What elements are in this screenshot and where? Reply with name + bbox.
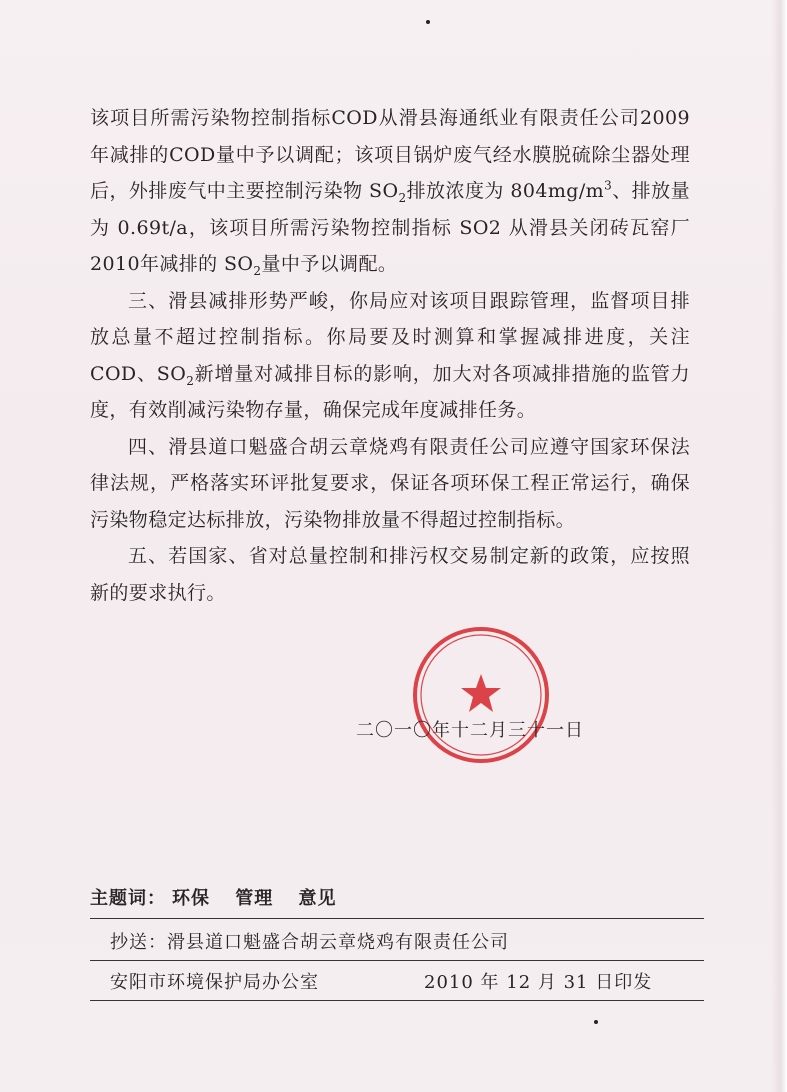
divider (90, 960, 704, 961)
issue-date: 2010 年 12 月 31 日印发 (424, 972, 653, 993)
page-edge (771, 0, 787, 1092)
official-seal (410, 624, 552, 766)
paragraph-3: 四、滑县道口魁盛合胡云章烧鸡有限责任公司应遵守国家环保法律法规，严格落实环评批复要求，保证各项环保工程正常运行，确保污染物稳定达标排放，污染物排放量不得超过控制指标。 (90, 435, 690, 531)
cc-line: 抄送：滑县道口魁盛合胡云章烧鸡有限责任公司 (110, 932, 509, 953)
document-date: 二〇一〇年十二月三十一日 (356, 720, 584, 741)
scan-speck (594, 1020, 598, 1024)
issuing-office: 安阳市环境保护局办公室 (110, 972, 319, 993)
paragraph-2: 三、滑县减排形势严峻，你局应对该项目跟踪管理，监督项目排放总量不超过控制指标。你局要及时测算和掌握减排进度，关注COD、$SO_2$新增量对减排目标的影响，加大对各项减排措施的监管力度，有效削减污染物存量，确保完成年度减排任务。 (90, 289, 690, 421)
document-body (90, 100, 690, 611)
divider (90, 1000, 704, 1001)
scan-speck (426, 20, 430, 24)
subject-keywords: 主题词： 环保 管理 意见 (90, 888, 337, 909)
paragraph-4: 五、若国家、省对总量控制和排污权交易制定新的政策，应按照新的要求执行。 (90, 545, 690, 604)
seal-star (461, 674, 501, 712)
divider (90, 918, 704, 919)
paragraph-1: 该项目所需污染物控制指标COD从滑县海通纸业有限责任公司2009年减排的COD量中予以调配；该项目锅炉废气经水膜脱硫除尘器处理后，外排废气中主要控制污染物 $SO_2$排放浓度为 $804mg/m^3$、排放量为 0.69t/a，该项目所需污染物控制指标 SO2 从滑县关闭砖瓦窑厂2010年减排的 $SO_2$量中予以调配。 (90, 107, 690, 278)
